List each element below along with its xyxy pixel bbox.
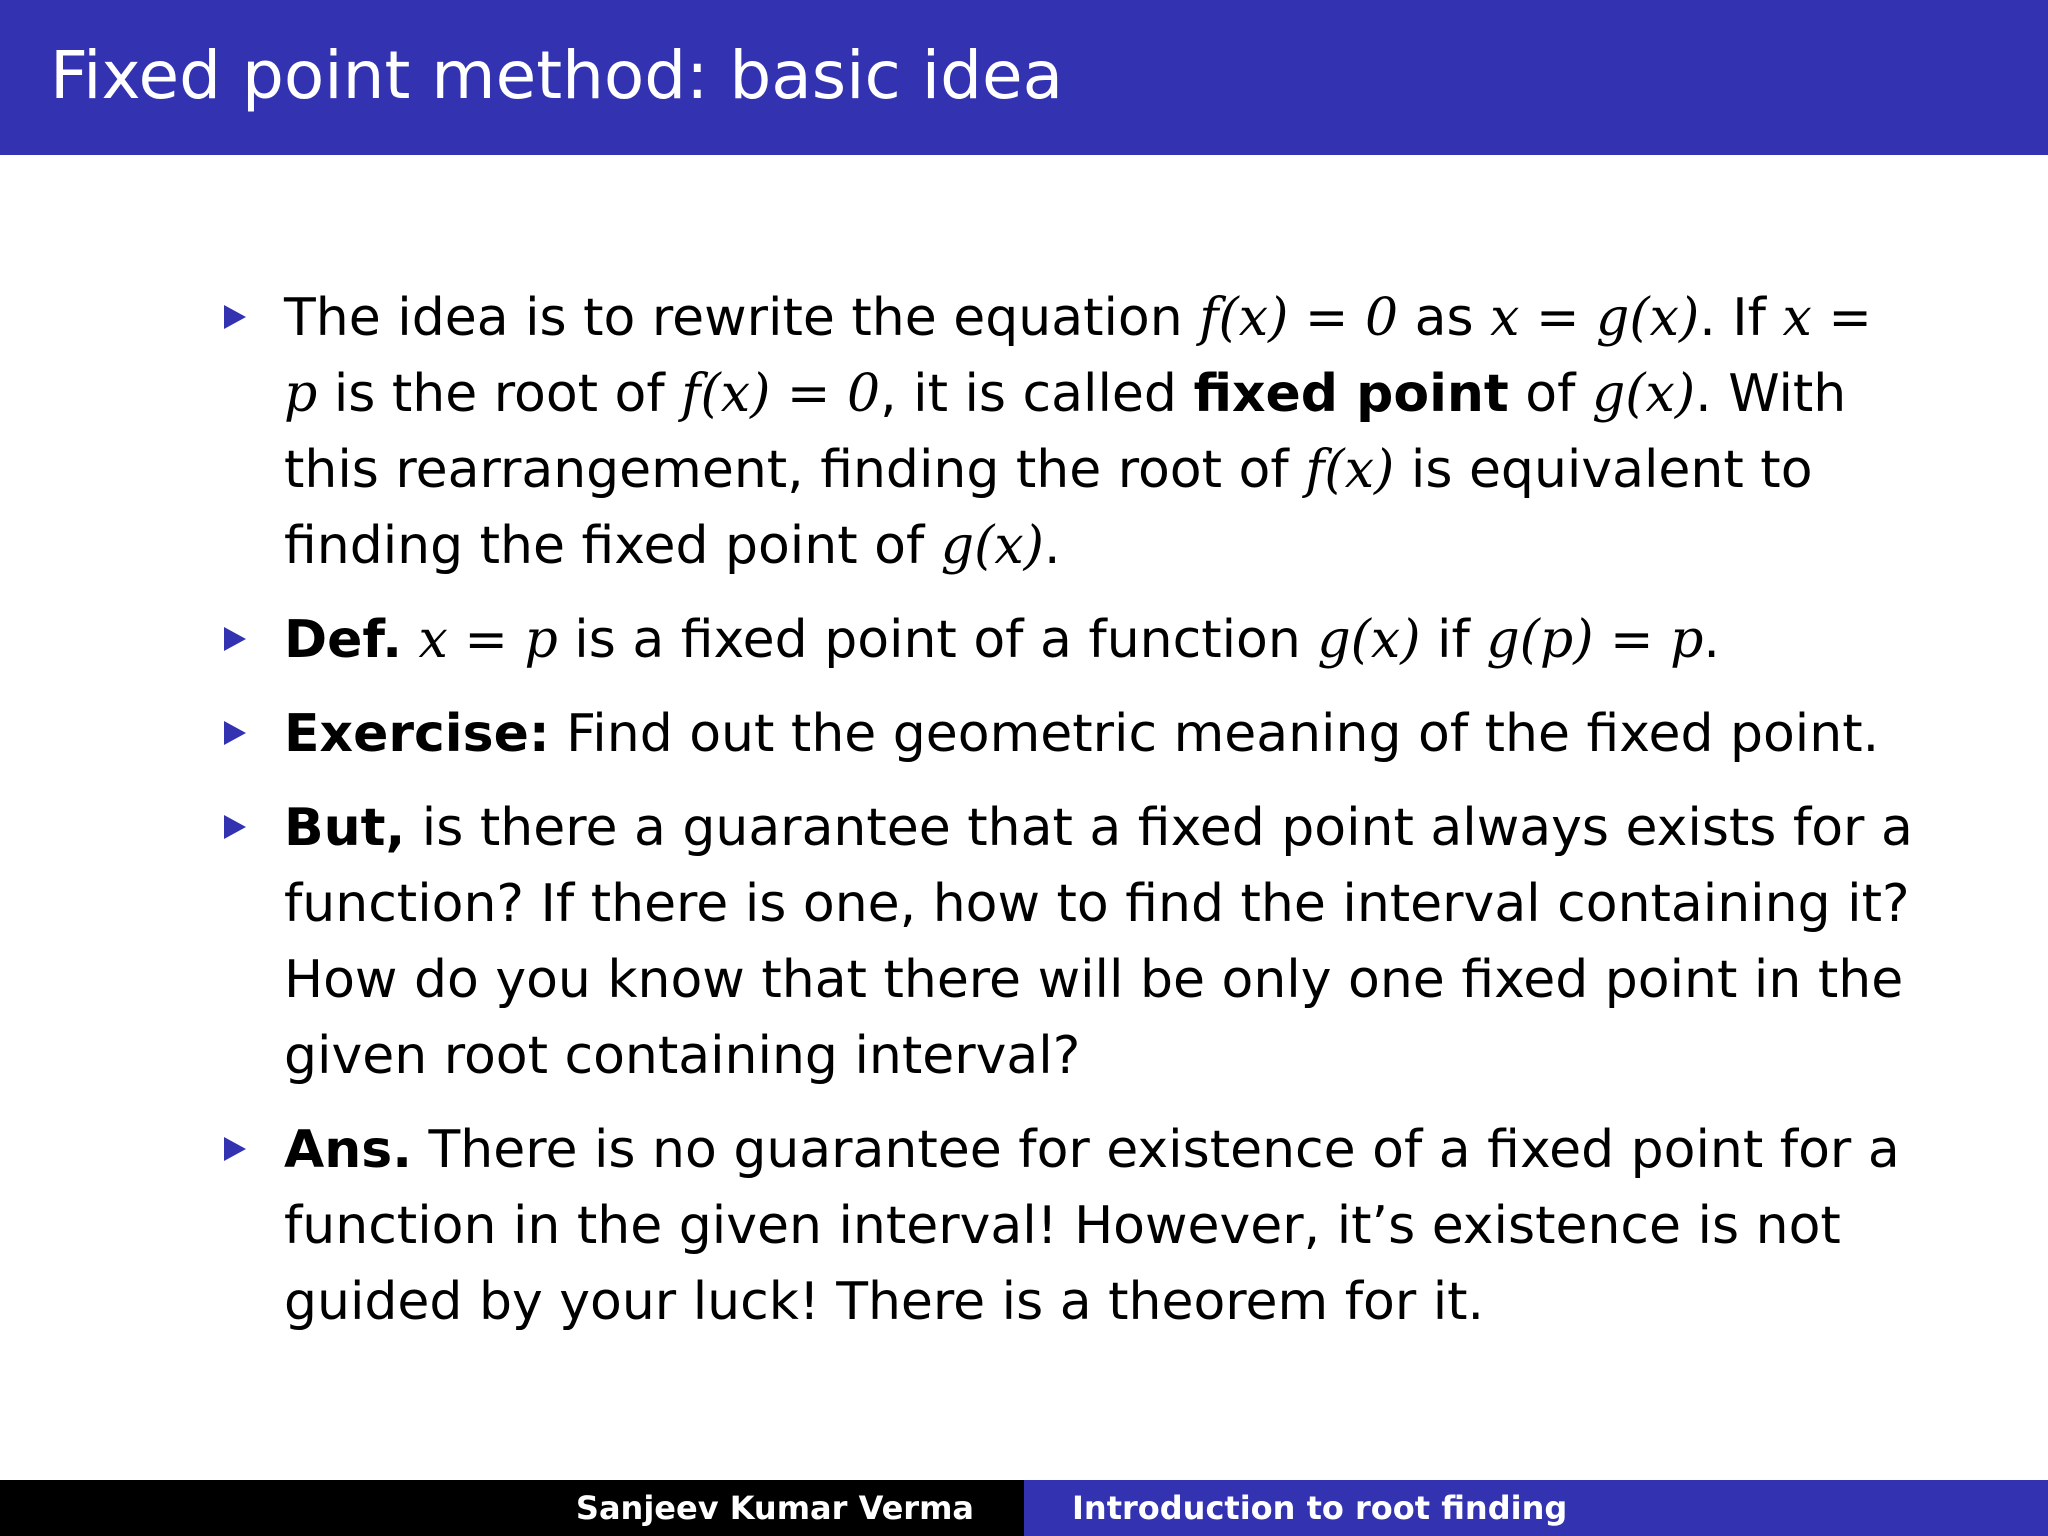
bullet-arrow-icon [224, 305, 246, 329]
bullet-text: . [1703, 610, 1720, 670]
bullet-text: . [1043, 516, 1061, 576]
math-expression: g(x) [940, 516, 1044, 576]
bold-term: But, [284, 798, 406, 858]
bullet-text: if [1420, 610, 1487, 670]
math-expression: f(x) = 0 [1199, 288, 1399, 348]
bullet-arrow-icon [224, 1137, 246, 1161]
footer [0, 1480, 2048, 1536]
bullet-text: is equivalent to finding the fixed point of [284, 440, 1813, 576]
math-expression: f(x) [1305, 440, 1395, 500]
bullet-item-3 [220, 696, 1920, 772]
bullet-arrow-icon [224, 721, 246, 745]
bullet-text: is the root of [317, 364, 682, 424]
slide-title: Fixed point method: basic idea [50, 37, 1064, 114]
bullet-item-5 [220, 1112, 1920, 1340]
bold-term: Exercise: [284, 704, 550, 764]
bullet-text: , it is called [880, 364, 1194, 424]
bullet-item-1 [220, 280, 1920, 584]
bullet-item-4 [220, 790, 1920, 1094]
footer-title-panel [1024, 1480, 2048, 1536]
math-expression: g(x) [1591, 364, 1696, 424]
title-bar [0, 0, 2048, 155]
bold-term: Def. [284, 610, 402, 670]
bold-term: fixed point [1193, 364, 1509, 424]
math-expression: f(x) = 0 [681, 364, 881, 424]
bullet-text: Find out the geometric meaning of the fixed point. [549, 704, 1880, 764]
math-expression: x = p [418, 610, 558, 670]
bullet-text: The idea is to rewrite the equation [284, 288, 1200, 348]
bullet-arrow-icon [224, 815, 246, 839]
math-expression: x = p [284, 288, 1872, 424]
bullet-text: is a fixed point of a function [557, 610, 1318, 670]
bullet-text: is there a guarantee that a fixed point always exists for a function? If there is one, how to find the interval containing it? How do you know that there will be only one fixed point in the given root containing interval? [284, 798, 1913, 1086]
bullet-text: There is no guarantee for existence of a fixed point for a function in the given interval! However, it’s existence is not guided by your luck! There is a theorem for it. [284, 1120, 1900, 1332]
bullet-text: . With this rearrangement, finding the root of [284, 364, 1847, 500]
bullet-text [402, 610, 419, 670]
footer-author-panel [0, 1480, 1024, 1536]
slide-content [220, 280, 1920, 1358]
footer-author: Sanjeev Kumar Verma [575, 1489, 974, 1527]
bullet-item-2 [220, 602, 1920, 678]
bullet-text: of [1508, 364, 1592, 424]
math-expression: g(x) [1317, 610, 1421, 670]
bullet-text: as [1398, 288, 1491, 348]
bold-term: Ans. [284, 1120, 412, 1180]
math-expression: x = g(x) [1490, 288, 1700, 348]
footer-talk-title: Introduction to root finding [1072, 1489, 1568, 1527]
bullet-arrow-icon [224, 627, 246, 651]
math-expression: g(p) = p [1486, 610, 1704, 670]
bullet-text: . If [1699, 288, 1783, 348]
